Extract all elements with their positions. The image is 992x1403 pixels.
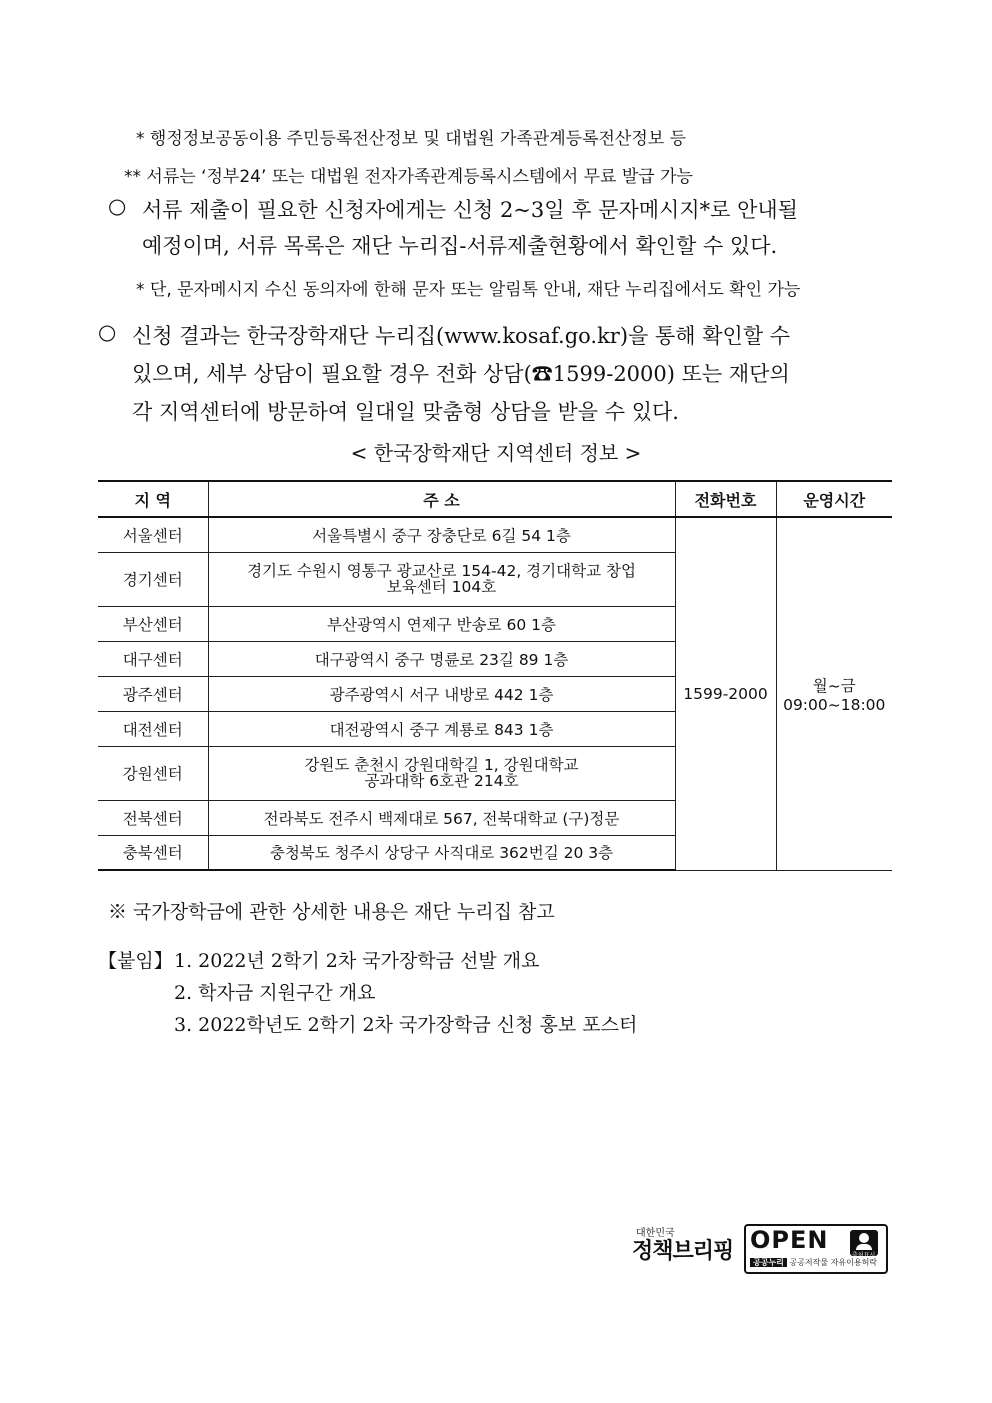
phone-cell: 1599-2000 — [675, 517, 776, 870]
address-text: 경기도 수원시 영통구 광교산로 154-42, 경기대학교 창업보육센터 104호 — [247, 562, 636, 596]
address-cell — [208, 552, 675, 606]
header-address: 주 소 — [208, 481, 675, 517]
address-cell: 광주광역시 서구 내방로 442 1층 — [208, 676, 675, 711]
region-cell: 전북센터 — [98, 800, 208, 835]
header-region: 지 역 — [98, 481, 208, 517]
briefing-logo-small-text: 대한민국 — [636, 1228, 675, 1239]
region-cell: 대구센터 — [98, 641, 208, 676]
kogl-label: 공공누리 — [750, 1258, 787, 1267]
table-title: < 한국장학재단 지역센터 정보 > — [350, 441, 642, 465]
address-text: 강원도 춘천시 강원대학길 1, 강원대학교 공과대학 6호관 214호 — [304, 756, 579, 790]
address-cell: 대구광역시 중구 명륜로 23길 89 1층 — [208, 641, 675, 676]
address-cell: 부산광역시 연제구 반송로 60 1층 — [208, 606, 675, 641]
region-cell: 서울센터 — [98, 517, 208, 552]
region-cell: 부산센터 — [98, 606, 208, 641]
para2-line3: 각 지역센터에 방문하여 일대일 맞춤형 상담을 받을 수 있다. — [132, 400, 679, 424]
hours-cell — [776, 517, 892, 870]
header-hours: 운영시간 — [776, 481, 892, 517]
address-cell: 대전광역시 중구 계룡로 843 1층 — [208, 711, 675, 746]
hours-days: 월~금 — [812, 676, 856, 695]
address-cell: 충청북도 청주시 상당구 사직대로 362번길 20 3층 — [208, 835, 675, 870]
address-cell: 서울특별시 중구 장충단로 6길 54 1층 — [208, 517, 675, 552]
region-cell: 강원센터 — [98, 746, 208, 800]
para2-line1: 신청 결과는 한국장학재단 누리집(www.kosaf.go.kr)을 통해 확인할 수 — [132, 324, 791, 348]
table-row — [98, 517, 892, 552]
footer-logos — [628, 1222, 890, 1274]
attachments-label: 【붙임】 — [98, 950, 173, 972]
kogl-caption — [750, 1257, 877, 1268]
reference-note: ※ 국가장학금에 관한 상세한 내용은 재단 누리집 참고 — [108, 901, 555, 923]
para1-note: * 단, 문자메시지 수신 동의자에 한해 문자 또는 알림톡 안내, 재단 누리집에서도 확인 가능 — [136, 280, 801, 300]
bullet-circle: ○ — [98, 320, 117, 344]
attachment-item: 2. 학자금 지원구간 개요 — [174, 982, 376, 1004]
para2-line2: 있으며, 세부 상담이 필요할 경우 전화 상담(☎1599-2000) 또는 재단의 — [132, 362, 790, 386]
bullet-circle: ○ — [108, 194, 127, 218]
region-cell: 경기센터 — [98, 552, 208, 606]
table-header-row — [98, 481, 892, 517]
regional-center-table — [98, 480, 892, 871]
region-cell: 충북센터 — [98, 835, 208, 870]
region-cell: 광주센터 — [98, 676, 208, 711]
attachment-item: 3. 2022학년도 2학기 2차 국가장학금 신청 홍보 포스터 — [174, 1014, 638, 1036]
attachment-item: 1. 2022년 2학기 2차 국가장학금 선발 개요 — [174, 950, 540, 972]
address-cell: 전라북도 전주시 백제대로 567, 전북대학교 (구)정문 — [208, 800, 675, 835]
region-cell: 대전센터 — [98, 711, 208, 746]
header-phone: 전화번호 — [675, 481, 776, 517]
para1-line1: 서류 제출이 필요한 신청자에게는 신청 2~3일 후 문자메시지*로 안내될 — [142, 198, 798, 222]
kogl-open-logo — [744, 1224, 888, 1274]
briefing-logo: 정책브리핑 — [632, 1239, 734, 1264]
note-documents-free: ** 서류는 ‘정부24’ 또는 대법원 전자가족관계등록시스템에서 무료 발급 가능 — [124, 167, 693, 187]
open-logo-text: OPEN — [750, 1226, 829, 1254]
address-cell — [208, 746, 675, 800]
hours-time: 09:00~18:00 — [783, 695, 886, 714]
para1-line2: 예정이며, 서류 목록은 재단 누리집-서류제출현황에서 확인할 수 있다. — [142, 234, 778, 258]
attribution-badge-text: 출처표시 — [852, 1252, 876, 1259]
kogl-text: 공공저작물 자유이용허락 — [789, 1258, 878, 1267]
note-admin-info: * 행정정보공동이용 주민등록전산정보 및 대법원 가족관계등록전산정보 등 — [136, 129, 687, 149]
